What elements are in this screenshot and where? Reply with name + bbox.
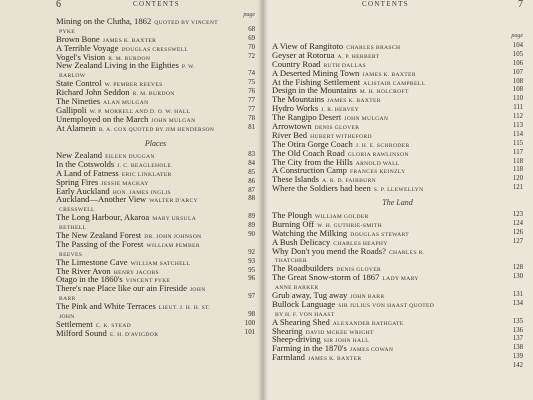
entry-author: WILLIAM GOLDER (314, 214, 369, 220)
entry-title: The Old Coach Road (272, 147, 345, 158)
entry-author: LADY MARY (382, 276, 419, 283)
entry-author: SIR JULIUS VON HAAST QUOTED (338, 302, 435, 309)
entry-page-number: 114 (513, 130, 523, 138)
entry-title: The Passing of the Forest (56, 238, 144, 249)
entry-author: HON. JAMES INGLIS (112, 189, 172, 196)
entry-author: BARLOW (59, 73, 86, 80)
section-heading-the-land: The Land (382, 198, 413, 207)
right-page (263, 0, 533, 400)
entry-author: JAMES K. BAXTER (102, 37, 157, 44)
contents-list-right-top (272, 42, 523, 193)
entry-page-number: 137 (512, 335, 523, 343)
entry-author: CHARLES BRASCH (346, 45, 401, 51)
entry-title: A Bush Delicacy (272, 236, 331, 247)
entry-page-number: 142 (512, 362, 523, 370)
entry-title: At Alamein (56, 122, 96, 133)
entry-author: S. P. LLEWELLYN (373, 187, 424, 194)
entry-author: J. R. HERVEY (321, 107, 360, 114)
entry-author: ERIC LINKLATER (121, 171, 172, 178)
entry-page-number: 131 (512, 291, 523, 299)
entry-title: Vogel's Vision (56, 51, 106, 62)
contents-entry (56, 195, 255, 204)
entry-author: HUBERT WITHEFORD (310, 133, 372, 140)
entry-page-number: 96 (248, 275, 255, 283)
entry-title: Design in the Mountains (272, 85, 357, 96)
entry-author: JOHN MULGAN (344, 116, 389, 123)
entry-page-number: 106 (512, 59, 523, 67)
entry-page-number: 112 (513, 113, 523, 121)
entry-page-number: 97 (248, 293, 255, 301)
section-heading-places: Places (144, 139, 167, 148)
entry-title: Country Road (272, 58, 321, 69)
entry-author: JOHN BARR (350, 294, 385, 301)
entry-title: The New Zealand Forest (56, 230, 142, 241)
contents-entry (272, 362, 523, 371)
contents-entry (272, 247, 523, 256)
entry-author: GLORIA RAWLINSON (347, 151, 409, 158)
entry-page-number: 128 (512, 264, 523, 272)
entry-author: WILLIAM SATCHELL (130, 260, 191, 267)
entry-title: Early Auckland (56, 185, 110, 196)
entry-page-number: 100 (244, 319, 255, 327)
entry-page-number: 76 (248, 88, 255, 96)
entry-author: WALTER D'ARCY (149, 198, 198, 205)
entry-title: Brown Bone (56, 33, 100, 44)
contents-entry (272, 122, 523, 131)
entry-title: The Great Snow-storm of 1867 (272, 272, 380, 283)
entry-title: Farming in the 1870's (272, 343, 347, 354)
entry-author: CHARLES HEAPHY (333, 240, 388, 247)
entry-title: There's nae Place like our ain Fireside (56, 283, 187, 294)
entry-author: ANNE BARKER (275, 285, 319, 292)
entry-page-number: 105 (512, 50, 523, 58)
entry-title: In the Cotswolds (56, 158, 115, 169)
entry-page-number: 77 (248, 97, 255, 105)
entry-author: CHARLES R. (388, 249, 425, 256)
entry-author: W. H. GUTHRIE-SMITH (317, 222, 382, 229)
entry-page-number: 136 (512, 326, 523, 334)
entry-author: W. P. MORRELL AND D. O. W. HALL (89, 108, 191, 115)
entry-author: LIEUT. J. H. H. ST. (158, 305, 211, 312)
contents-entry (56, 284, 255, 293)
entry-page-number: 110 (513, 95, 523, 103)
entry-title: Arrowtown (272, 121, 312, 132)
entry-page-number: 68 (248, 25, 255, 33)
entry-title: New Zealand (56, 150, 103, 160)
entry-title: Mining on the Clutha, 1862 (56, 16, 152, 26)
entry-author: J. H. E. SCHRODER (355, 142, 410, 149)
entry-author: PYKE (59, 28, 76, 35)
entry-title: Hydro Works (272, 103, 319, 114)
entry-page-number: 134 (512, 299, 523, 307)
right-running-header: CONTENTS (362, 0, 409, 8)
left-page-number: 6 (56, 0, 61, 10)
entry-title: Settlement (56, 318, 93, 329)
entry-page-number: 89 (248, 222, 255, 230)
entry-author: JOHN (189, 287, 206, 294)
entry-page-number: 92 (248, 248, 255, 256)
entry-title: The Nineties (56, 96, 101, 107)
contents-entry (272, 184, 523, 193)
entry-author: E. H. D'AVIGDOR (109, 331, 159, 338)
left-page (0, 0, 263, 400)
entry-author: VINCENT PYKE (125, 278, 171, 285)
entry-author: CRESSWELL (59, 207, 95, 214)
entry-title: Burning Off (272, 218, 315, 229)
entry-title: Richard John Seddon (56, 87, 130, 98)
entry-page-number: 78 (248, 114, 255, 122)
entry-author: FRANCES KEINZLY (349, 169, 406, 176)
entry-author: BY H. F. VON HAAST (275, 311, 335, 318)
entry-author: EILEEN DUGGAN (105, 154, 155, 160)
entry-page-number: 93 (248, 257, 255, 265)
right-page-number: 7 (518, 0, 523, 10)
entry-author: DOUGLAS STEWART (350, 231, 410, 238)
left-running-header: CONTENTS (133, 0, 180, 8)
entry-page-number: 126 (512, 228, 523, 236)
contents-list-left-top (56, 17, 255, 133)
right-page-column-label: page (511, 33, 523, 39)
entry-author: DR. JOHN JOHNSON (144, 234, 202, 241)
entry-author: JAMES COWAN (349, 347, 394, 354)
contents-entry (272, 318, 523, 327)
entry-author: ARNOLD WALL (355, 160, 400, 167)
entry-author: JAMES K. BAXTER (307, 356, 362, 363)
entry-page-number: 88 (248, 195, 255, 203)
entry-page-number: 113 (513, 122, 523, 130)
entry-title: The River Avon (56, 265, 111, 276)
left-page-column-label: page (243, 12, 255, 18)
entry-page-number: 108 (512, 86, 523, 94)
entry-page-number: 115 (513, 139, 523, 147)
entry-page-number: 107 (512, 68, 523, 76)
contents-list-the-land (272, 211, 523, 371)
entry-author: JAMES K. BAXTER (327, 98, 381, 105)
entry-author: QUOTED BY VINCENT (154, 20, 218, 26)
entry-author: THATCHER (275, 258, 308, 265)
entry-title: Bullock Language (272, 298, 336, 309)
entry-title: A Deserted Mining Town (272, 67, 360, 78)
entry-author: M. H. HOLCROFT (359, 89, 409, 96)
entry-title: Milford Sound (56, 327, 107, 338)
entry-title: A Construction Camp (272, 165, 347, 176)
entry-title: The Rangipo Desert (272, 112, 342, 123)
entry-page-number: 83 (248, 151, 255, 158)
entry-page-number: 77 (248, 105, 255, 113)
entry-author: ALEXANDER BATHGATE (332, 320, 404, 327)
entry-title: Geyser at Rotorua (272, 49, 335, 60)
contents-entry (56, 329, 255, 338)
entry-page-number: 90 (248, 231, 255, 239)
contents-entry (56, 240, 255, 249)
entry-author: ALAN MULGAN (103, 100, 149, 107)
entry-page-number: 124 (512, 219, 523, 227)
entry-author: SIR JOHN HALL (323, 338, 369, 345)
entry-title: The Limestone Cave (56, 256, 128, 267)
entry-title: The Roadbuilders (272, 263, 334, 274)
entry-author: DAVID MCKEE WRIGHT (305, 329, 374, 336)
entry-page-number: 81 (248, 123, 255, 131)
entry-page-number: 130 (512, 273, 523, 281)
entry-title: Gallipoli (56, 104, 87, 115)
entry-page-number: 139 (512, 353, 523, 361)
entry-page-number: 95 (248, 266, 255, 274)
contents-entry (56, 61, 255, 70)
entry-title: Unemployed on the March (56, 113, 149, 124)
entry-author: WILLIAM PEMBER (146, 242, 200, 249)
entry-page-number: 117 (513, 148, 523, 156)
contents-entry (272, 300, 523, 309)
contents-entry (272, 353, 523, 362)
entry-title: New Zealand Living in the Eighties (56, 60, 179, 71)
entry-title: These Islands (272, 174, 320, 185)
entry-author: P. W. (181, 64, 196, 71)
entry-title: A Shearing Shed (272, 316, 330, 327)
entry-author: DENIS GLOVER (336, 267, 382, 274)
contents-entry (56, 302, 255, 311)
entry-title: The Mountains (272, 94, 325, 105)
entry-title: The Long Harbour, Akaroa (56, 212, 150, 223)
entry-author: C. K. STEAD (95, 322, 132, 329)
entry-title: Auckland—Another View (56, 194, 147, 205)
entry-title: The Plough (272, 210, 312, 220)
entry-author: JOHN (59, 314, 75, 321)
entry-author: BETHELL (59, 225, 87, 232)
entry-page-number: 108 (512, 77, 523, 85)
book-gutter (258, 0, 268, 400)
entry-title: River Bed (272, 129, 308, 140)
entry-title: Farmland (272, 352, 305, 363)
entry-author: R. M. BURDON (108, 55, 151, 62)
entry-title: The Otira Gorge Coach (272, 138, 353, 149)
entry-author: DOUGLAS CRESSWELL (121, 46, 189, 53)
entry-page-number: 86 (248, 177, 255, 185)
contents-list-places (56, 151, 255, 338)
entry-page-number: 87 (248, 186, 255, 194)
entry-page-number: 98 (248, 311, 255, 319)
entry-author: W. PEMBER REEVES (104, 82, 163, 89)
entry-page-number: 121 (512, 184, 523, 192)
entry-author: B. A. COX QUOTED BY JIM HENDERSON (98, 126, 215, 133)
entry-author: ALISTAIR CAMPBELL (363, 80, 426, 87)
entry-page-number: 127 (512, 237, 523, 245)
entry-page-number: 118 (513, 166, 523, 174)
entry-title: A View of Rangitoto (272, 41, 344, 51)
entry-author: R. M. BURDON (132, 91, 175, 98)
entry-author: DENIS GLOVER (314, 125, 360, 132)
entry-page-number: 74 (248, 70, 255, 78)
entry-title: Where the Soldiers had been (272, 183, 371, 194)
entry-title: Otago in the 1860's (56, 274, 123, 285)
entry-page-number: 101 (244, 328, 255, 336)
contents-entry (272, 273, 523, 282)
entry-title: Spring Fires (56, 176, 99, 187)
entry-title: The Pink and White Terraces (56, 301, 156, 312)
entry-author: RUTH DALLAS (323, 62, 367, 69)
entry-page-number: 70 (248, 43, 255, 51)
entry-title: A Land of Fatness (56, 167, 119, 178)
contents-entry (272, 344, 523, 353)
entry-author: JESSIE MACKAY (101, 180, 149, 187)
entry-title: A Terrible Voyage (56, 42, 119, 53)
entry-page-number: 75 (248, 79, 255, 87)
entry-title: At the Fishing Settlement (272, 76, 361, 87)
entry-page-number: 104 (512, 42, 523, 49)
entry-page-number: 89 (248, 213, 255, 221)
entry-page-number: 138 (512, 344, 523, 352)
entry-page-number: 118 (513, 157, 523, 165)
entry-page-number: 135 (512, 317, 523, 325)
entry-title: Sheep-driving (272, 334, 321, 345)
entry-title: Grub away, Tug away (272, 290, 348, 301)
entry-title: The City from the Hills (272, 156, 353, 167)
entry-author: MARY URSULA (152, 216, 197, 223)
entry-author: JOHN MULGAN (151, 117, 196, 124)
entry-author: HENRY JACOBS (113, 269, 159, 276)
entry-page-number: 69 (248, 34, 255, 42)
entry-author: A. R. D. FAIRBURN (322, 178, 377, 185)
entry-page-number: 120 (512, 175, 523, 183)
contents-entry (56, 124, 255, 133)
entry-title: Watching the Milking (272, 227, 348, 238)
entry-author: A. P. HERBERT (337, 53, 380, 60)
entry-author: J. C. BEAGLEHOLE (117, 162, 172, 169)
contents-entry (56, 213, 255, 222)
entry-title: Why Don't you mend the Roads? (272, 245, 386, 256)
contents-entry (56, 17, 255, 26)
entry-page-number: 123 (512, 211, 523, 218)
entry-author: BARR (59, 296, 76, 303)
entry-page-number: 85 (248, 168, 255, 176)
entry-page-number: 72 (248, 52, 255, 60)
entry-page-number: 84 (248, 159, 255, 167)
entry-author: REEVES (59, 251, 83, 258)
entry-title: State Control (56, 78, 102, 89)
entry-page-number: 111 (513, 104, 523, 112)
entry-title: Shearing (272, 325, 303, 336)
entry-author: JAMES K. BAXTER (362, 71, 416, 78)
